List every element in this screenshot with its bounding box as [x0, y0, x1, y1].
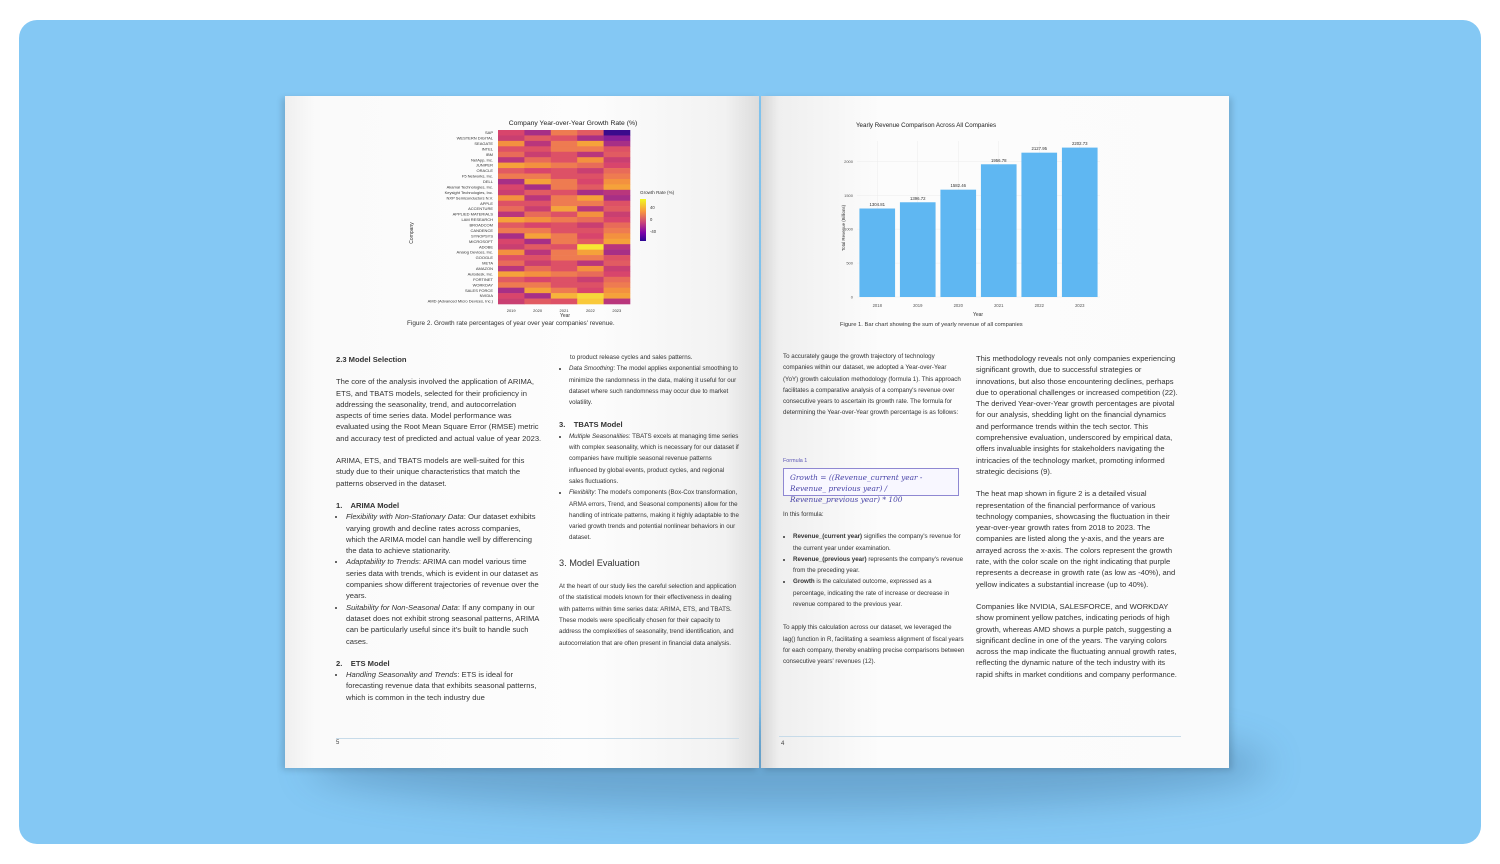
y-tick-label: 1500: [844, 192, 853, 198]
ets-list-cont: [559, 363, 739, 408]
heatmap-cell: [577, 222, 604, 228]
heatmap-cell: [604, 190, 631, 196]
heatmap-cell: [498, 239, 525, 245]
heatmap-cell: [604, 217, 631, 223]
heatmap-cell: [524, 146, 551, 152]
company-tick-label: APPLE: [480, 200, 493, 206]
heatmap-cell: [604, 179, 631, 185]
heatmap-cell: [551, 174, 578, 180]
subheading: 2. ETS Model: [336, 658, 390, 668]
heatmap-cell: [577, 174, 604, 180]
heatmap-cell: [604, 277, 631, 283]
heatmap-cell: [524, 190, 551, 196]
x-tick-label: 2020: [953, 303, 963, 308]
list-item: • Flexibility: The model's components (Box-Cox transformation, ARMA errors, Trend, and Seasonal components) allow for the handling of intricate patterns, making it highly adaptable to the varied growth trends and potential nonlinear behaviors in our dataset.: [569, 487, 739, 543]
right-column-1-lower: [783, 509, 965, 668]
heatmap-cell: [524, 282, 551, 288]
left-page: [285, 96, 759, 768]
section-heading: 3. Model Evaluation: [559, 557, 640, 568]
footer-rule: [779, 736, 1181, 737]
heatmap-cell: [551, 135, 578, 141]
heatmap-cell: [524, 195, 551, 201]
heatmap-cell: [551, 157, 578, 163]
heatmap-cell: [551, 222, 578, 228]
company-tick-label: NetApp, Inc.: [470, 157, 493, 163]
heatmap-cell: [498, 299, 525, 305]
company-tick-label: META: [482, 260, 493, 266]
heatmap-cell: [524, 293, 551, 299]
list-item: • Multiple Seasonalities: TBATS excels at managing time series with complex seasonality, which is necessary for our dataset if companies have multiple seasonal revenue patterns influenced by global events, product cycles, and regional sales fluctuations.: [569, 431, 739, 487]
y-tick-label: 0: [850, 294, 853, 300]
heatmap-cell: [551, 168, 578, 174]
heatmap-cell: [498, 288, 525, 294]
figure-2-caption: Figure 2. Growth rate percentages of year over year companies' revenue.: [407, 320, 615, 327]
paragraph: to product release cycles and sales patterns.: [570, 354, 693, 361]
company-tick-label: LAM RESEARCH: [461, 217, 493, 223]
colorbar-tick: 0: [650, 217, 653, 222]
heatmap-cell: [577, 266, 604, 272]
arima-list: [336, 511, 542, 647]
heatmap-cell: [577, 212, 604, 218]
list-item: • Data Smoothing: The model applies exponential smoothing to minimize the randomness in the data, making it useful for our dataset where such randomness may occur due to market volatility.: [569, 363, 739, 408]
heatmap-cell: [604, 130, 631, 136]
heatmap-cell: [551, 244, 578, 250]
bar-value-label: 1956.78: [990, 157, 1007, 163]
heatmap-cell: [604, 261, 631, 267]
heatmap-cell: [498, 255, 525, 261]
heatmap-cell: [524, 206, 551, 212]
y-tick-label: 2000: [844, 158, 853, 164]
heatmap-cell: [498, 168, 525, 174]
heatmap-cell: [604, 288, 631, 294]
list-item: • Handling Seasonality and Trends: ETS is ideal for forecasting revenue data that exhibits seasonal patterns, which is common in the tech industry due: [346, 669, 542, 703]
heatmap-cell: [551, 288, 578, 294]
heatmap-cell: [498, 206, 525, 212]
company-tick-label: SAP: [484, 130, 493, 136]
heatmap-cell: [498, 163, 525, 169]
heatmap-cell: [577, 130, 604, 136]
bar-value-label: 2202.73: [1071, 141, 1088, 147]
paragraph: To apply this calculation across our dataset, we leveraged the lag() function in R, facilitating a seamless alignment of fiscal years for each company, thereby enabling precise comparisons between consecutive years' revenues (12).: [783, 624, 965, 666]
heatmap-cell: [604, 239, 631, 245]
x-tick-label: 2023: [1075, 303, 1085, 308]
bar-value-label: 1396.72: [909, 195, 926, 201]
company-tick-label: ACCENTURE: [468, 206, 493, 212]
company-tick-label: DELL: [482, 179, 493, 185]
heatmap-cell: [604, 244, 631, 250]
heatmap-cell: [604, 174, 631, 180]
heatmap-cell: [604, 299, 631, 305]
heatmap-cell: [551, 255, 578, 261]
x-tick-label: 2021: [994, 303, 1004, 308]
company-tick-label: Keysight Technologies, Inc.: [444, 189, 493, 195]
colorbar-tick: -40: [650, 229, 657, 234]
heatmap-cell: [577, 157, 604, 163]
heatmap-cell: [604, 271, 631, 277]
heatmap-cell: [551, 293, 578, 299]
company-tick-label: AMAZON: [475, 266, 493, 272]
heatmap-cell: [577, 201, 604, 207]
heatmap-cell: [604, 168, 631, 174]
x-tick-label: 2022: [1034, 303, 1044, 308]
heatmap-cell: [524, 130, 551, 136]
heatmap-cell: [498, 146, 525, 152]
heatmap-cell: [498, 190, 525, 196]
heatmap-cell: [524, 152, 551, 158]
bar-chart: [761, 96, 1229, 336]
heatmap-cell: [524, 141, 551, 147]
heatmap-cell: [524, 174, 551, 180]
company-tick-label: CANDENCE: [470, 227, 493, 233]
heatmap-cell: [524, 239, 551, 245]
x-tick-label: 2018: [872, 303, 882, 308]
year-tick-label: 2020: [533, 308, 543, 313]
right-page: [761, 96, 1229, 768]
heatmap-cell: [551, 163, 578, 169]
heatmap-cell: [524, 255, 551, 261]
heatmap-cell: [577, 184, 604, 190]
heatmap-cell: [577, 261, 604, 267]
heatmap-cell: [551, 250, 578, 256]
list-item: • Growth is the calculated outcome, expressed as a percentage, indicating the rate of increase or decrease in revenue compared to the previous year.: [793, 576, 965, 610]
bar-value-label: 1582.46: [950, 183, 967, 189]
company-tick-label: WESTERN DIGITAL: [456, 135, 493, 141]
company-tick-label: WORKDAY: [472, 282, 493, 288]
heatmap-cell: [498, 152, 525, 158]
revenue-bar: [900, 202, 936, 297]
heatmap-cell: [524, 228, 551, 234]
heatmap-cell: [498, 217, 525, 223]
heatmap-cell: [577, 288, 604, 294]
heatmap-figure: [285, 96, 759, 326]
paragraph: The heat map shown in figure 2 is a detailed visual representation of the financial performance of various technology companies, showcasing the fluctuation in their year-over-year growth rates from 2018 to 2023. The companies are listed along the y-axis, and the years are arrayed across the x-axis. The colors represent the growth rate, with the color scale on the right indicating that purple represents a decrease in growth rate (as low as -40%), and yellow indicates a substantial increase (up to 40%).: [976, 489, 1176, 589]
list-item: • Flexibility with Non-Stationary Data: Our dataset exhibits varying growth and decline rates across companies, which the ARIMA model can handle well by differencing the data to achieve stationarity.: [346, 511, 542, 556]
heatmap-cell: [577, 255, 604, 261]
heatmap-cell: [551, 299, 578, 305]
heatmap-cell: [551, 233, 578, 239]
heatmap-xlabel: Year: [559, 313, 571, 319]
heatmap-cell: [577, 141, 604, 147]
heatmap-cell: [604, 293, 631, 299]
x-tick-label: 2019: [913, 303, 923, 308]
heatmap-cell: [551, 228, 578, 234]
company-tick-label: NVIDIA: [479, 293, 493, 299]
heatmap-cell: [498, 141, 525, 147]
paragraph: This methodology reveals not only companies experiencing significant growth, due to successful strategies or innovations, but also those encountering declines, perhaps due to operational challenges or increased competition (22). The derived Year-over-Year growth percentages are pivotal for our analysis, shedding light on the financial dynamics and performance trends within the tech sector. This comprehensive evaluation, underscored by empirical data, offers invaluable insights for stakeholders navigating the intricacies of the technology market, promoting informed strategic decisions (9).: [976, 354, 1178, 476]
heatmap-cell: [604, 228, 631, 234]
heatmap-cell: [551, 179, 578, 185]
heatmap-cell: [551, 141, 578, 147]
heatmap-cell: [604, 201, 631, 207]
heatmap-cell: [577, 271, 604, 277]
heatmap-cell: [551, 261, 578, 267]
heatmap-cell: [498, 212, 525, 218]
company-tick-label: F5 Networks, Inc.: [461, 173, 493, 179]
chart-title: Yearly Revenue Comparison Across All Companies: [856, 122, 997, 129]
company-tick-label: GOOGLE: [475, 255, 493, 261]
heatmap-cell: [577, 135, 604, 141]
company-tick-label: FORTINET: [473, 276, 493, 282]
colorbar: [640, 199, 646, 241]
heatmap-cell: [604, 255, 631, 261]
heatmap-cell: [604, 152, 631, 158]
heatmap-cell: [577, 239, 604, 245]
heatmap-cell: [524, 222, 551, 228]
heatmap-cell: [604, 184, 631, 190]
heatmap-cell: [498, 201, 525, 207]
revenue-bar: [859, 208, 895, 297]
left-column-2: [559, 352, 739, 649]
y-tick-label: 1000: [844, 226, 853, 232]
bar-value-label: 2127.95: [1031, 146, 1048, 152]
heatmap-cell: [551, 201, 578, 207]
heatmap-cell: [577, 293, 604, 299]
heatmap-cell: [604, 266, 631, 272]
heatmap-cell: [524, 233, 551, 239]
heatmap-cell: [524, 261, 551, 267]
paragraph: In this formula:: [783, 511, 824, 518]
tbats-list: [559, 431, 739, 544]
heatmap-cell: [551, 190, 578, 196]
heatmap-cell: [498, 184, 525, 190]
heatmap-cell: [551, 266, 578, 272]
year-tick-label: 2023: [612, 308, 622, 313]
year-tick-label: 2022: [585, 308, 595, 313]
heatmap-cell: [551, 277, 578, 283]
company-tick-label: NXP Semiconductors N.V.: [446, 195, 493, 201]
heatmap-cell: [551, 239, 578, 245]
company-tick-label: BROADCOM: [469, 222, 493, 228]
heatmap-title: Company Year-over-Year Growth Rate (%): [508, 120, 638, 127]
list-item: • Adaptability to Trends: ARIMA can model various time series data with trends, which is evident in our dataset as companies show different trajectories of revenue over the years.: [346, 556, 542, 601]
heatmap-cell: [524, 212, 551, 218]
heatmap-cell: [524, 135, 551, 141]
heatmap-cell: [604, 195, 631, 201]
heatmap-cell: [498, 277, 525, 283]
revenue-bar: [1062, 148, 1098, 297]
heatmap-cell: [604, 141, 631, 147]
revenue-bar: [940, 190, 976, 297]
heatmap-cell: [498, 130, 525, 136]
revenue-bar: [1021, 153, 1057, 297]
subheading: 1. ARIMA Model: [336, 500, 400, 510]
heatmap-cell: [577, 282, 604, 288]
company-tick-label: SALES FORCE: [464, 287, 493, 293]
heatmap-cell: [498, 222, 525, 228]
heatmap-cell: [577, 179, 604, 185]
company-tick-label: ADOBE: [478, 244, 493, 250]
heatmap-cell: [551, 217, 578, 223]
heatmap-cell: [498, 157, 525, 163]
heatmap-cell: [577, 146, 604, 152]
company-tick-label: SEAGATE: [474, 140, 493, 146]
ets-list: [336, 669, 542, 703]
heatmap-cell: [551, 206, 578, 212]
heatmap-cell: [604, 135, 631, 141]
list-item: • Suitability for Non-Seasonal Data: If any company in our dataset does not exhibit strong seasonal patterns, ARIMA can be particularly useful since it's built to handle such cases.: [346, 602, 542, 647]
heatmap-cell: [577, 152, 604, 158]
heatmap-cell: [577, 233, 604, 239]
company-tick-label: JUNIPER: [475, 162, 493, 168]
heatmap-cell: [498, 179, 525, 185]
company-tick-label: Analog Devices, Inc.: [456, 249, 493, 255]
heatmap-cell: [551, 271, 578, 277]
heatmap-cell: [577, 168, 604, 174]
heatmap-cell: [577, 217, 604, 223]
company-tick-label: AMD (Advanced Micro Devices, Inc.): [427, 298, 493, 304]
figure-1-caption: Figure 1. Bar chart showing the sum of yearly revenue of all companies: [840, 322, 1023, 328]
heatmap-cell: [524, 179, 551, 185]
heatmap-cell: [498, 266, 525, 272]
formula-terms-list: [783, 531, 965, 610]
heatmap-cell: [577, 228, 604, 234]
page-number: 4: [781, 741, 785, 747]
heatmap-cell: [498, 233, 525, 239]
heatmap-cell: [551, 212, 578, 218]
heatmap-cell: [577, 195, 604, 201]
heatmap-cell: [551, 152, 578, 158]
heatmap-cell: [551, 282, 578, 288]
heatmap-cell: [498, 261, 525, 267]
heatmap-cell: [604, 212, 631, 218]
footer-rule: [336, 738, 739, 739]
heatmap-cell: [498, 174, 525, 180]
heatmap-cell: [551, 184, 578, 190]
heatmap-cell: [524, 157, 551, 163]
company-tick-label: APPLIED MATERIALS: [452, 211, 493, 217]
company-tick-label: ORACLE: [476, 168, 493, 174]
paragraph: ARIMA, ETS, and TBATS models are well-suited for this study due to their unique characteristics that match the patterns observed in the dataset.: [336, 456, 525, 488]
colorbar-title: Growth Rate (%): [640, 190, 675, 195]
formula-label: Formula 1: [783, 458, 808, 464]
heatmap-cell: [577, 244, 604, 250]
right-column-1: [783, 351, 963, 419]
chart-ylabel: Total Revenue (Billions): [841, 204, 846, 252]
heatmap-cell: [604, 233, 631, 239]
heatmap-cell: [604, 250, 631, 256]
list-item: • Revenue_(current year) signifies the company's revenue for the current year under examination.: [793, 531, 965, 554]
heatmap-cell: [498, 271, 525, 277]
heatmap-cell: [577, 299, 604, 305]
heatmap-cell: [604, 222, 631, 228]
heatmap-cell: [498, 195, 525, 201]
section-heading: 2.3 Model Selection: [336, 355, 407, 364]
heatmap-cell: [524, 184, 551, 190]
heatmap-cell: [498, 135, 525, 141]
heatmap-cell: [577, 190, 604, 196]
heatmap-cell: [524, 250, 551, 256]
heatmap-cell: [551, 146, 578, 152]
heatmap-cell: [498, 293, 525, 299]
paragraph: At the heart of our study lies the careful selection and application of the statistical models known for their effectiveness in dealing with patterns within time series data: ARIMA, ETS, and TBATS. These models were specifically chosen for their capacity to address the complexities of seasonality, trend identification, and autocorrelation that are often present in financial data analysis.: [559, 583, 737, 647]
heatmap-cell: [551, 130, 578, 136]
company-tick-label: SYNOPSYS: [470, 233, 493, 239]
heatmap-cell: [604, 146, 631, 152]
year-tick-label: 2021: [559, 308, 569, 313]
heatmap-cell: [524, 266, 551, 272]
year-tick-label: 2019: [506, 308, 516, 313]
heatmap-cell: [498, 228, 525, 234]
chart-xlabel: Year: [972, 312, 984, 318]
company-tick-label: IBM: [485, 151, 493, 157]
company-tick-label: INTEL: [481, 146, 493, 152]
company-tick-label: Akamai Technologies, Inc.: [446, 184, 493, 190]
heatmap-cell: [498, 250, 525, 256]
heatmap-cell: [524, 163, 551, 169]
paragraph: To accurately gauge the growth trajectory of technology companies within our dataset, we adopted a Year-over-Year (YoY) growth calculation methodology (formula 1). This approach facilitates a comparative analysis of a company's revenue over consecutive years to ascertain its growth rate. The formula for determining the Year-over-Year growth percentage is as follows:: [783, 353, 961, 417]
paragraph: The core of the analysis involved the application of ARIMA, ETS, and TBATS models, selected for their proficiency in addressing the seasonality, trend, and autocorrelation aspects of time series data. Model performance was evaluated using the Root Mean Square Error (RMSE) metric and accuracy test of predicted and actual value of year 2023.: [336, 377, 542, 443]
heatmap-cell: [524, 168, 551, 174]
heatmap-cell: [604, 163, 631, 169]
heatmap-cell: [604, 282, 631, 288]
heatmap-cell: [524, 277, 551, 283]
formula-box: Growth = ((Revenue_current year - Revenue_ previous year) / Revenue_previous year) * 100: [783, 468, 959, 496]
subheading: 3. TBATS Model: [559, 420, 623, 430]
heatmap-cell: [577, 163, 604, 169]
paragraph: Companies like NVIDIA, SALESFORCE, and WORKDAY show prominent yellow patches, indicating periods of high growth, whereas AMD shows a purple patch, suggesting a significant decline in one of the years. The varying colors across the map indicate the fluctuating annual growth rates, reflecting the dynamic nature of the tech industry with its rapid shifts in market conditions and company performance.: [976, 601, 1177, 679]
right-column-2: [976, 353, 1180, 680]
heatmap-cell: [551, 195, 578, 201]
heatmap-cell: [604, 157, 631, 163]
colorbar-tick: 40: [650, 205, 655, 210]
page-number: 5: [336, 740, 340, 746]
left-column-1: [336, 354, 542, 703]
heatmap-cell: [577, 277, 604, 283]
heatmap-cell: [524, 299, 551, 305]
heatmap-cell: [577, 206, 604, 212]
revenue-bar: [981, 164, 1017, 297]
heatmap-cell: [524, 217, 551, 223]
heatmap-cell: [524, 201, 551, 207]
y-tick-label: 500: [846, 260, 853, 266]
heatmap-cell: [498, 282, 525, 288]
heatmap-cell: [524, 271, 551, 277]
heatmap-cell: [604, 206, 631, 212]
heatmap-cell: [577, 250, 604, 256]
heatmap-ylabel: Company: [409, 222, 415, 244]
heatmap-cell: [524, 244, 551, 250]
bar-value-label: 1304.81: [869, 201, 886, 207]
heatmap-cell: [498, 244, 525, 250]
company-tick-label: Autodesk, Inc.: [467, 271, 493, 277]
list-item: • Revenue_(previous year) represents the company's revenue from the preceding year.: [793, 554, 965, 577]
company-tick-label: MICROSOFT: [469, 238, 493, 244]
heatmap-cell: [524, 288, 551, 294]
